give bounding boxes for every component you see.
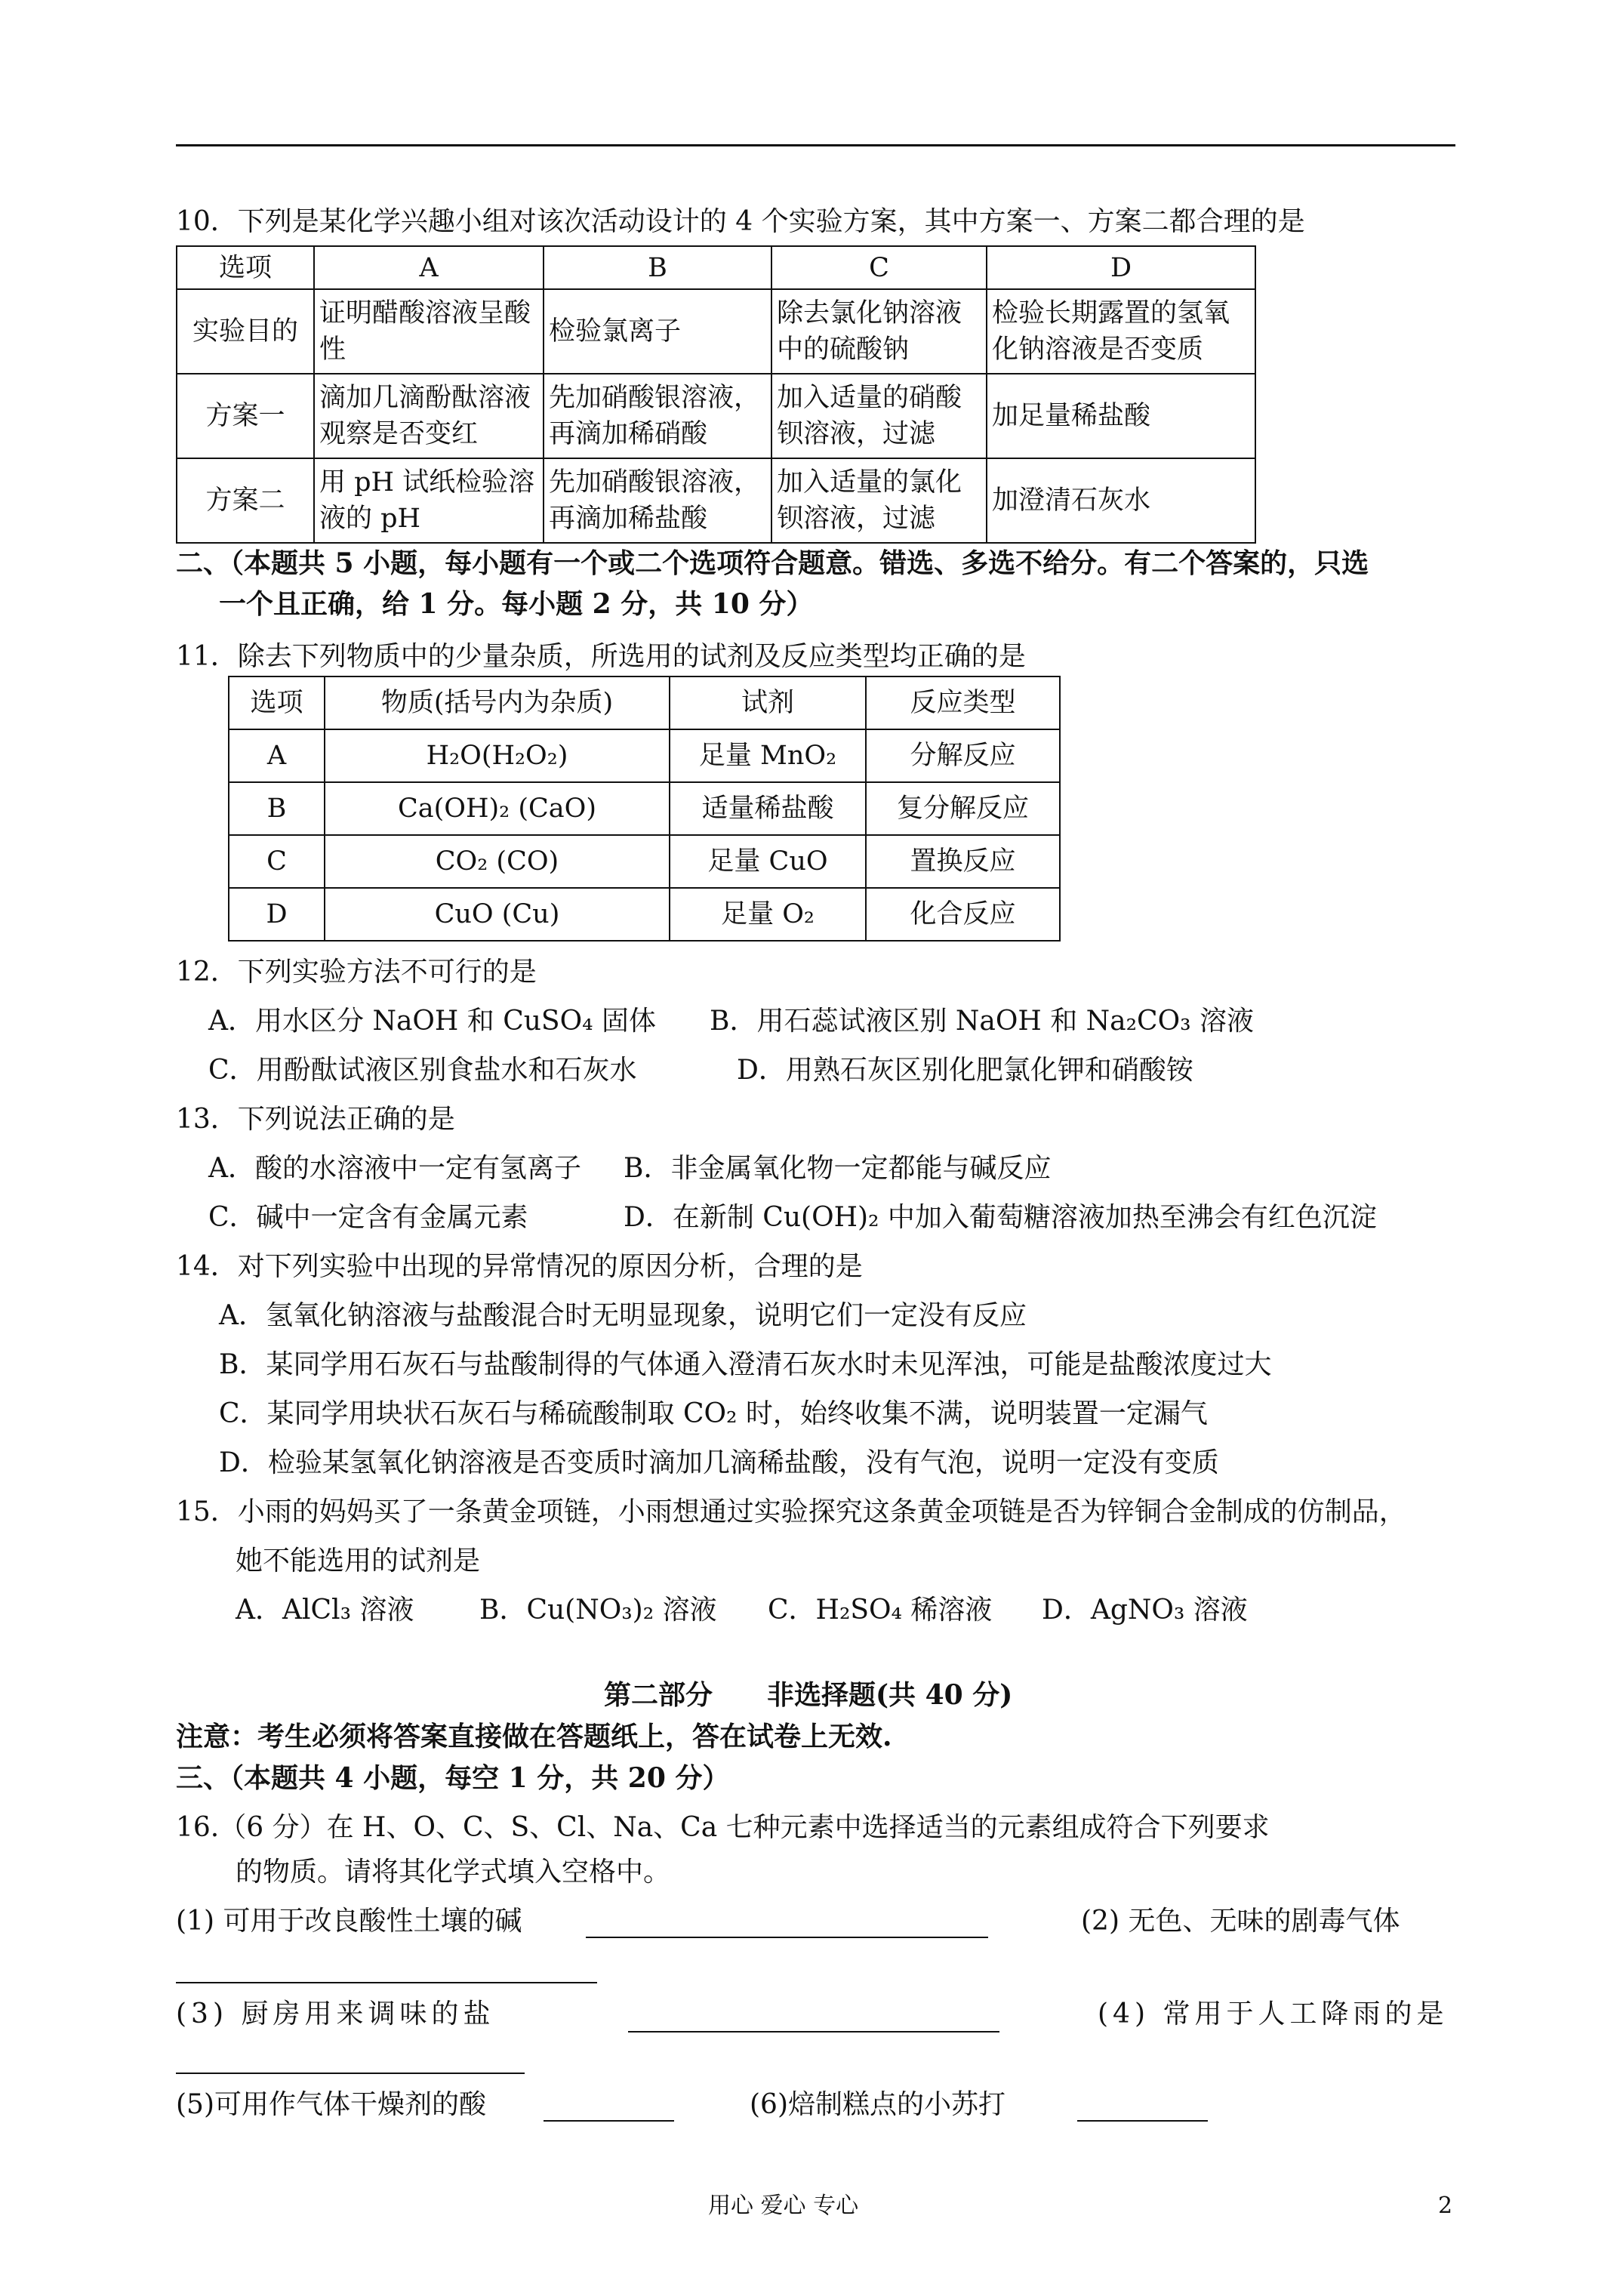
q11-cell: 足量 O₂ [670, 888, 866, 941]
q10-cell: 加足量稀盐酸 [987, 374, 1255, 458]
q11-header-option: 选项 [229, 676, 325, 729]
q16-item-2: (2) 无色、无味的剧毒气体 [1081, 1906, 1400, 1937]
q10-row-label: 实验目的 [177, 289, 314, 374]
q16-stem-line1: 16.（6 分）在 H、O、C、S、Cl、Na、Ca 七种元素中选择适当的元素组成符合下列要求 [176, 1812, 1270, 1843]
q16-item-6: (6)焙制糕点的小苏打 [750, 2089, 1006, 2120]
q15-option-d: D．AgNO₃ 溶液 [1042, 1595, 1248, 1626]
q10-cell: 先加硝酸银溶液，再滴加稀盐酸 [544, 458, 771, 543]
q10-cell: 检验长期露置的氢氧化钠溶液是否变质 [987, 289, 1255, 374]
q10-cell: 除去氯化钠溶液中的硫酸钠 [771, 289, 987, 374]
q10-cell: 检验氯离子 [544, 289, 771, 374]
q10-header-a: A [314, 246, 544, 289]
q11-cell: 置换反应 [866, 835, 1060, 888]
q15-stem-line2: 她不能选用的试剂是 [236, 1546, 481, 1576]
q10-cell: 加澄清石灰水 [987, 458, 1255, 543]
q10-cell: 先加硝酸银溶液，再滴加稀硝酸 [544, 374, 771, 458]
q10-cell: 加入适量的硝酸钡溶液，过滤 [771, 374, 987, 458]
q13-option-a: A．酸的水溶液中一定有氢离子 [208, 1153, 581, 1184]
q10-header-option: 选项 [177, 246, 314, 289]
answer-blank-5[interactable] [544, 2120, 674, 2122]
part2-title: 第二部分 非选择题(共 40 分) [604, 1679, 1013, 1711]
q13-option-b: B．非金属氧化物一定都能与碱反应 [624, 1153, 1052, 1184]
section3-heading: 三、（本题共 4 小题，每空 1 分，共 20 分） [176, 1762, 730, 1794]
q12-option-b: B．用石蕊试液区别 NaOH 和 Na₂CO₃ 溶液 [710, 1006, 1254, 1037]
q16-item-5: (5)可用作气体干燥剂的酸 [176, 2089, 486, 2120]
q15-option-c: C．H₂SO₄ 稀溶液 [768, 1595, 993, 1626]
q11-cell: CO₂ (CO) [325, 835, 670, 888]
section2-line1: 二、（本题共 5 小题，每小题有一个或二个选项符合题意。错选、多选不给分。有二个答案的，只选 [176, 547, 1369, 579]
q10-cell: 证明醋酸溶液呈酸性 [314, 289, 544, 374]
q10-row-label: 方案二 [177, 458, 314, 543]
q16-item-3: (3) 厨房用来调味的盐 [176, 1999, 495, 2029]
answer-blank-3[interactable] [628, 2031, 999, 2032]
q15-stem-line1: 15．小雨的妈妈买了一条黄金项链，小雨想通过实验探究这条黄金项链是否为锌铜合金制成的仿制品， [176, 1496, 1406, 1527]
q11-header-reagent: 试剂 [670, 676, 866, 729]
q15-option-b: B．Cu(NO₃)₂ 溶液 [479, 1595, 717, 1626]
q11-cell: A [229, 729, 325, 782]
q10-cell: 用 pH 试纸检验溶液的 pH [314, 458, 544, 543]
q14-option-d: D．检验某氢氧化钠溶液是否变质时滴加几滴稀盐酸，没有气泡，说明一定没有变质 [219, 1447, 1219, 1478]
q14-option-b: B．某同学用石灰石与盐酸制得的气体通入澄清石灰水时未见浑浊，可能是盐酸浓度过大 [219, 1349, 1272, 1380]
q11-header-substance: 物质(括号内为杂质) [325, 676, 670, 729]
q10-header-b: B [544, 246, 771, 289]
q13-stem: 13．下列说法正确的是 [176, 1104, 455, 1135]
q14-option-c: C．某同学用块状石灰石与稀硫酸制取 CO₂ 时，始终收集不满，说明装置一定漏气 [219, 1398, 1208, 1429]
q10-table [176, 245, 1256, 544]
q13-option-d: D．在新制 Cu(OH)₂ 中加入葡萄糖溶液加热至沸会有红色沉淀 [624, 1202, 1377, 1233]
q11-cell: 足量 MnO₂ [670, 729, 866, 782]
part2-note: 注意：考生必须将答案直接做在答题纸上，答在试卷上无效. [176, 1721, 892, 1752]
q12-option-c: C．用酚酞试液区别食盐水和石灰水 [208, 1055, 637, 1086]
section2-line2: 一个且正确，给 1 分。每小题 2 分，共 10 分） [219, 588, 814, 620]
q11-cell: CuO (Cu) [325, 888, 670, 941]
header-rule [176, 144, 1455, 146]
answer-blank-4[interactable] [176, 2073, 525, 2074]
q14-stem: 14．对下列实验中出现的异常情况的原因分析，合理的是 [176, 1251, 863, 1282]
q10-header-c: C [771, 246, 987, 289]
q11-cell: C [229, 835, 325, 888]
q10-stem: 10．下列是某化学兴趣小组对该次活动设计的 4 个实验方案，其中方案一、方案二都合理的是 [176, 206, 1305, 237]
q11-cell: 化合反应 [866, 888, 1060, 941]
page-number: 2 [1438, 2193, 1453, 2219]
q12-stem: 12．下列实验方法不可行的是 [176, 957, 537, 988]
q12-option-a: A．用水区分 NaOH 和 CuSO₄ 固体 [208, 1006, 656, 1037]
q11-header-reaction-type: 反应类型 [866, 676, 1060, 729]
q11-cell: B [229, 782, 325, 835]
q11-cell: H₂O(H₂O₂) [325, 729, 670, 782]
q13-option-c: C．碱中一定含有金属元素 [208, 1202, 528, 1233]
q15-option-a: A．AlCl₃ 溶液 [236, 1595, 414, 1626]
q10-cell: 滴加几滴酚酞溶液观察是否变红 [314, 374, 544, 458]
q11-cell: D [229, 888, 325, 941]
q11-cell: 足量 CuO [670, 835, 866, 888]
answer-blank-1[interactable] [586, 1937, 988, 1938]
q11-stem: 11．除去下列物质中的少量杂质，所选用的试剂及反应类型均正确的是 [176, 641, 1026, 672]
q12-option-d: D．用熟石灰区别化肥氯化钾和硝酸铵 [737, 1055, 1193, 1086]
answer-blank-6[interactable] [1077, 2120, 1208, 2122]
q11-cell: Ca(OH)₂ (CaO) [325, 782, 670, 835]
footer-motto: 用心 爱心 专心 [708, 2193, 859, 2219]
q10-header-d: D [987, 246, 1255, 289]
q11-cell: 分解反应 [866, 729, 1060, 782]
q16-item-1: (1) 可用于改良酸性土壤的碱 [176, 1906, 522, 1937]
q10-cell: 加入适量的氯化钡溶液，过滤 [771, 458, 987, 543]
q10-row-label: 方案一 [177, 374, 314, 458]
q11-table [228, 676, 1061, 942]
q11-cell: 复分解反应 [866, 782, 1060, 835]
q11-cell: 适量稀盐酸 [670, 782, 866, 835]
answer-blank-2[interactable] [176, 1982, 597, 1983]
q16-item-4: (4) 常用于人工降雨的是 [1098, 1999, 1449, 2029]
q16-stem-line2: 的物质。请将其化学式填入空格中。 [236, 1857, 671, 1888]
q14-option-a: A．氢氧化钠溶液与盐酸混合时无明显现象，说明它们一定没有反应 [219, 1300, 1027, 1331]
